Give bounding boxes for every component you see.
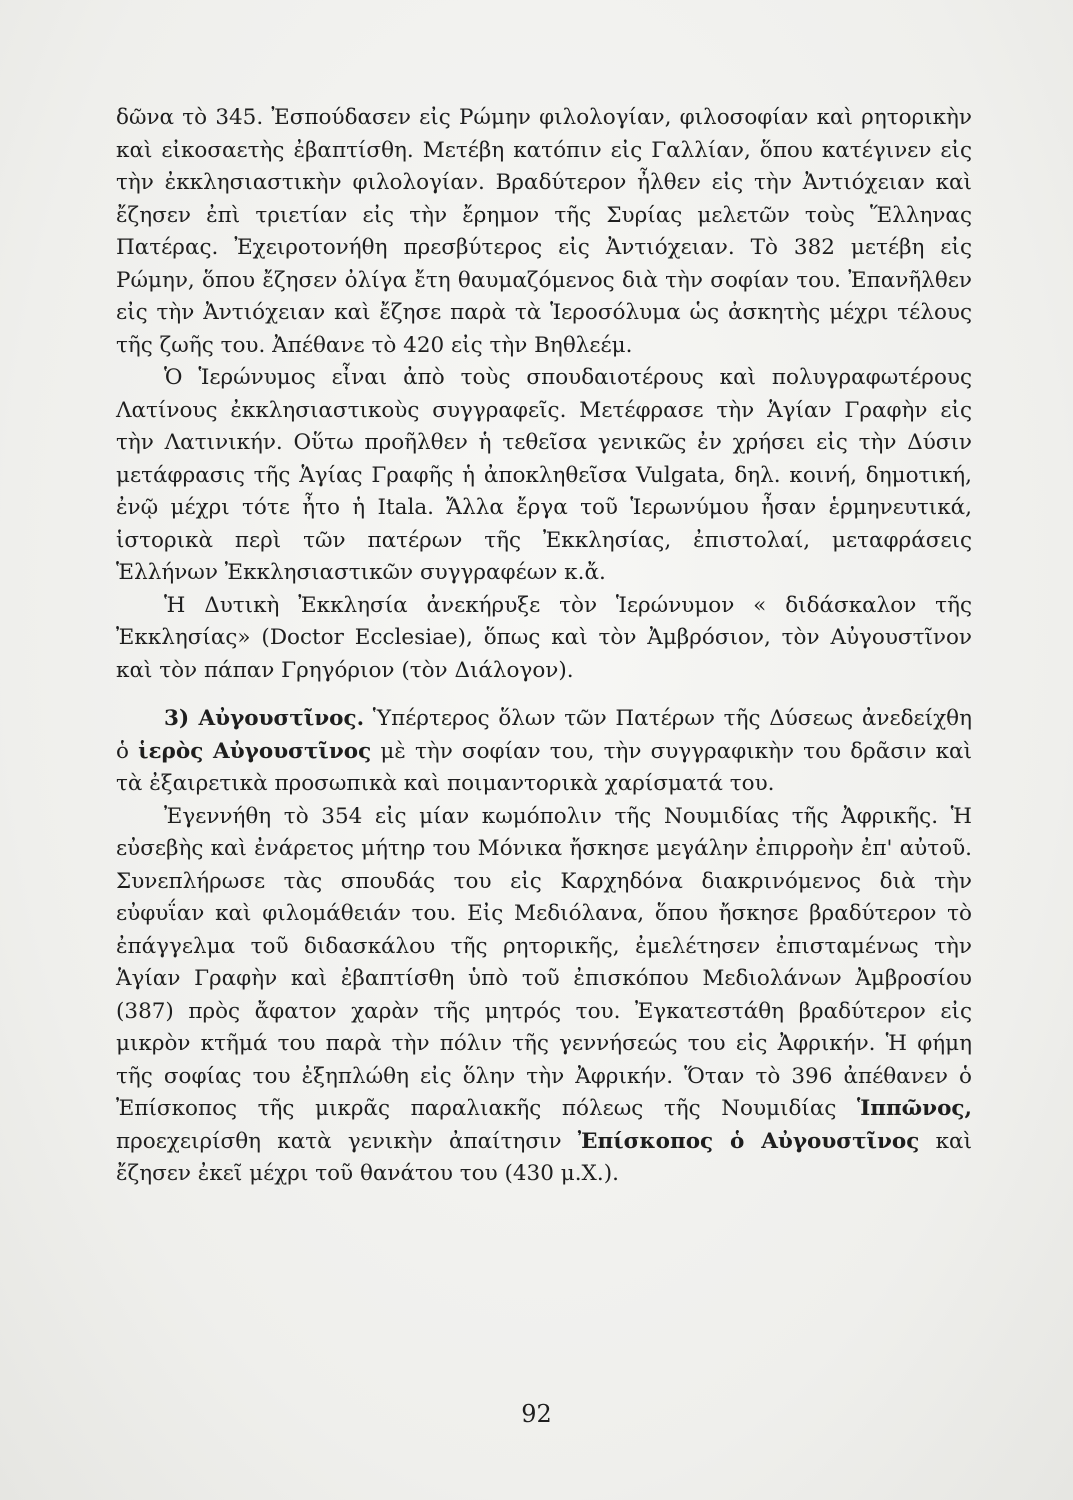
paragraph-jerome-life: δῶνα τὸ 345. Ἐσπούδασεν εἰς Ρώμην φιλολογίαν, φιλοσοφίαν καὶ ρητορικὴν καὶ εἰκοσαετὴς ἐβαπτίσθη. Μετέβη κατόπιν εἰς Γαλλίαν, ὅπου κατέγινεν εἰς τὴν ἐκκλησιαστικὴν φιλολογίαν. Βραδύτερον ἦλθεν εἰς τὴν Ἀντιόχειαν καὶ ἔζησεν ἐπὶ τριετίαν εἰς τὴν ἔρημον τῆς Συρίας μελετῶν τοὺς Ἕλληνας Πατέρας. Ἐχειροτονήθη πρεσβύτερος εἰς Ἀντιόχειαν. Τὸ 382 μετέβη εἰς Ρώμην, ὅπου ἔζησεν ὀλίγα ἔτη θαυμαζόμενος διὰ τὴν σοφίαν του. Ἐπανῆλθεν εἰς τὴν Ἀντιόχειαν καὶ ἔζησε παρὰ τὰ Ἱεροσόλυμα ὡς ἀσκητὴς μέχρι τέλους τῆς ζωῆς του. Ἀπέθανε τὸ 420 εἰς τὴν Βηθλεέμ.	[116, 105, 972, 358]
augustine-life-text-1: Ἐγεννήθη τὸ 354 εἰς μίαν κωμόπολιν τῆς Νουμιδίας τῆς Ἀφρικῆς. Ἡ εὐσεβὴς καὶ ἐνάρετος μήτηρ του Μόνικα ἤσκησε μεγάλην ἐπιρροὴν ἐπ' αὐτοῦ. Συνεπλήρωσε τὰς σπουδάς του εἰς Καρχηδόνα διακρινόμενος διὰ τὴν εὐφυΐαν καὶ φιλομάθειάν του. Εἰς Μεδιόλανα, ὅπου ἤσκησε βραδύτερον τὸ ἐπάγγελμα τοῦ διδασκάλου τῆς ρητορικῆς, ἐμελέτησεν ἐπισταμένως τὴν Ἁγίαν Γραφὴν καὶ ἐβαπτίσθη ὑπὸ τοῦ ἐπισκόπου Μεδιολάνων Ἀμβροσίου (387) πρὸς ἄφατον χαρὰν τῆς μητρός του. Ἐγκατεστάθη βραδύτερον εἰς μικρὸν κτῆμά του παρὰ τὴν πόλιν τῆς γεννήσεώς του εἰς Ἀφρικήν. Ἡ φήμη τῆς σοφίας του ἐξηπλώθη εἰς ὅλην τὴν Ἀφρικήν. Ὅταν τὸ 396 ἀπέθανεν ὁ Ἐπίσκοπος τῆς μικρᾶς παραλιακῆς πόλεως τῆς Νουμιδίας	[116, 803, 972, 1121]
bishop-title: Ἐπίσκοπος ὁ Αὐγουστῖνος	[577, 1128, 920, 1154]
section-text-1: Ὑπέρτερος ὅλων τῶν Πατέρων τῆς Δύσεως ἀνεδείχθη ὁ	[116, 706, 972, 764]
augustine-name: ἱερὸς Αὐγουστῖνος	[138, 738, 372, 764]
augustine-life-text-2: προεχειρίσθη κατὰ γενικὴν ἀπαίτησιν	[116, 1128, 578, 1154]
augustine-life-text-3: καὶ ἔζησεν ἐκεῖ μέχρι τοῦ θανάτου του (430 μ.Χ.).	[116, 1128, 972, 1186]
body-text	[116, 102, 972, 1191]
paragraph-augustine-life	[116, 801, 972, 1191]
section-heading: 3) Αὐγουστῖνος.	[164, 706, 365, 731]
paragraph-jerome-doctor: Ἡ Δυτικὴ Ἐκκλησία ἀνεκήρυξε τὸν Ἱερώνυμον « διδάσκαλον τῆς Ἐκκλησίας» (Doctor Ecclesiae), ὅπως καὶ τὸν Ἀμβρόσιον, τὸν Αὐγουστῖνον καὶ τὸν πάπαν Γρηγόριον (τὸν Διάλογον).	[116, 592, 972, 683]
section-augustine-intro	[116, 703, 972, 801]
paragraph-jerome-works: Ὁ Ἱερώνυμος εἶναι ἀπὸ τοὺς σπουδαιοτέρους καὶ πολυγραφωτέρους Λατίνους ἐκκλησιαστικοὺς συγγραφεῖς. Μετέφρασε τὴν Ἁγίαν Γραφὴν εἰς τὴν Λατινικήν. Οὕτω προῆλθεν ἡ τεθεῖσα γενικῶς ἐν χρήσει εἰς τὴν Δύσιν μετάφρασις τῆς Ἁγίας Γραφῆς ἡ ἀποκληθεῖσα Vulgata, δηλ. κοινή, δημοτική, ἐνῷ μέχρι τότε ἦτο ἡ Itala. Ἄλλα ἔργα τοῦ Ἱερωνύμου ἦσαν ἑρμηνευτικά, ἱστορικὰ περὶ τῶν πατέρων τῆς Ἐκκλησίας, ἐπιστολαί, μεταφράσεις Ἑλλήνων Ἐκκλησιαστικῶν συγγραφέων κ.ἄ.	[116, 365, 972, 585]
hippo-name: Ἱππῶνος,	[856, 1096, 972, 1121]
page-number: 92	[521, 1400, 552, 1428]
section-text-2: μὲ τὴν σοφίαν του, τὴν συγγραφικὴν του δρᾶσιν καὶ τὰ ἐξαιρετικὰ προσωπικὰ καὶ ποιμαντορικὰ χαρίσματά του.	[116, 738, 973, 796]
